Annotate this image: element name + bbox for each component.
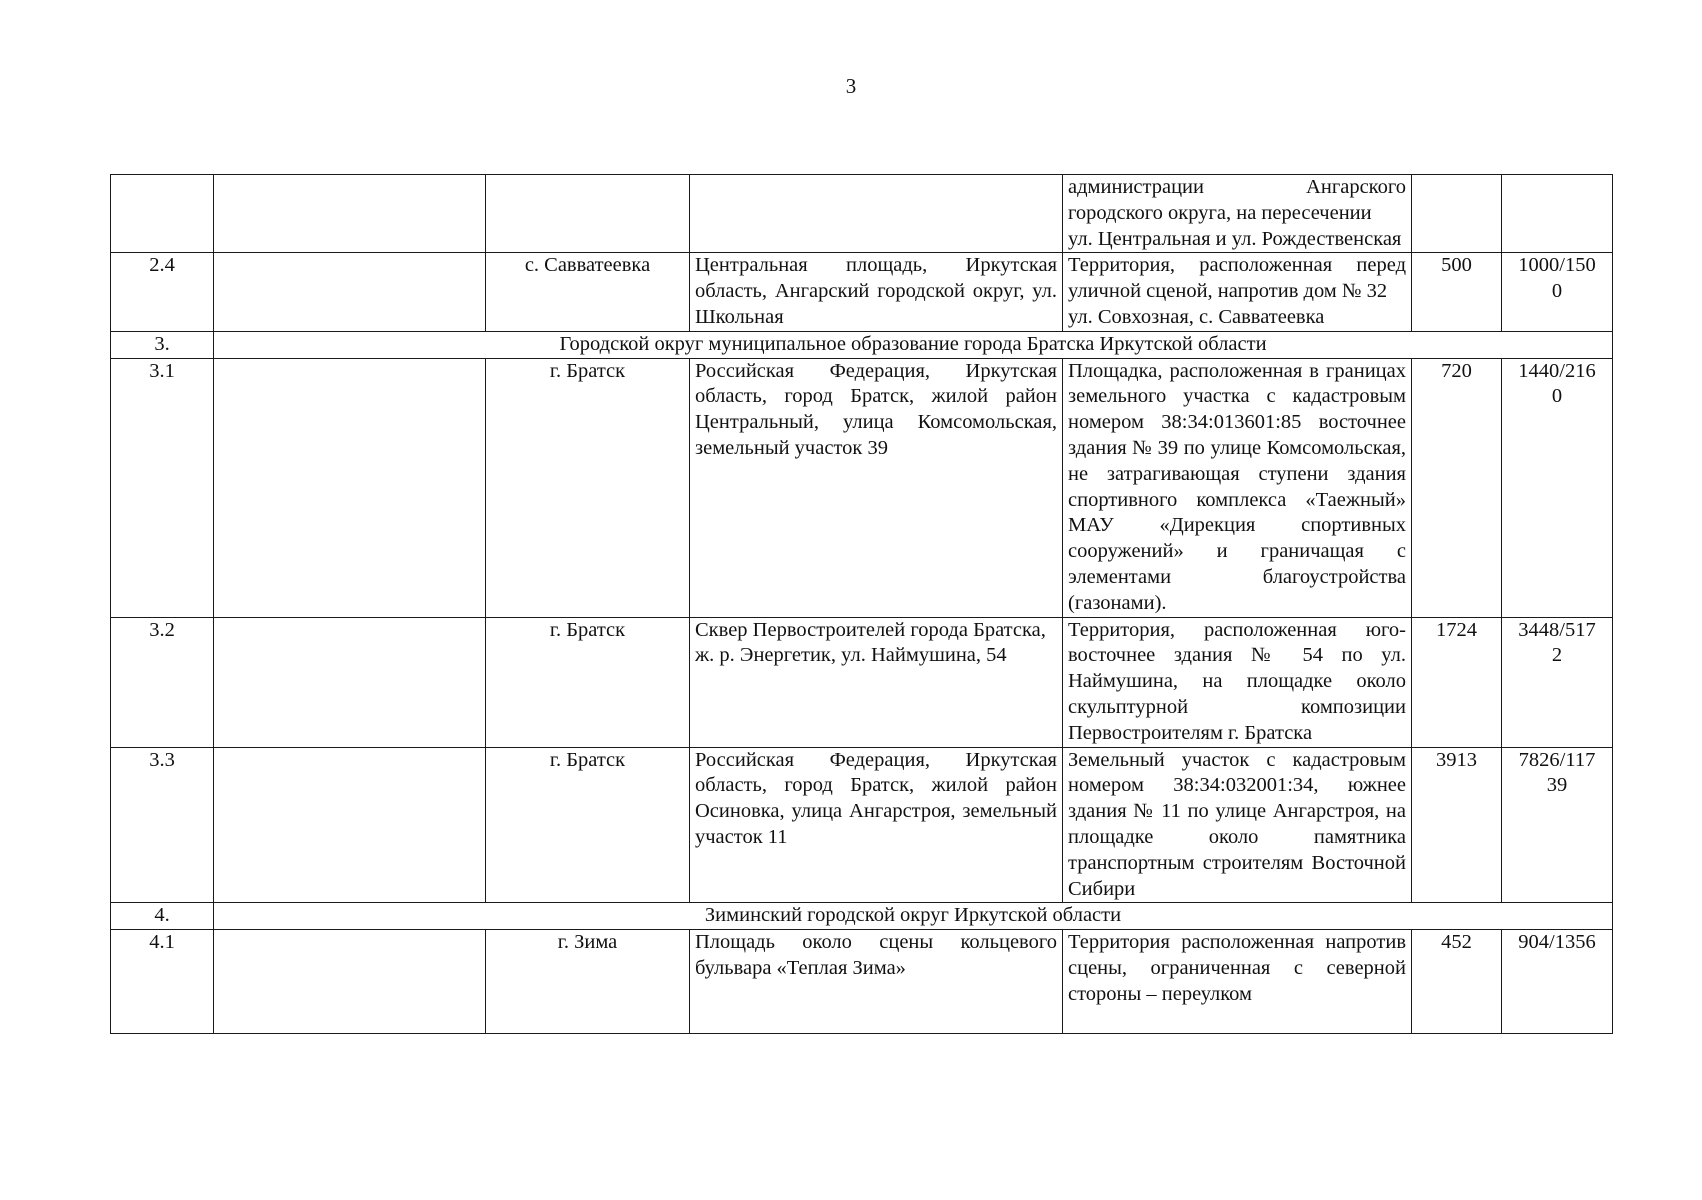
item-number: 3.3 xyxy=(111,747,214,903)
address-cell xyxy=(690,175,1063,253)
section-number: 4. xyxy=(111,903,214,930)
capacity-cell: 3448/517 2 xyxy=(1502,617,1613,747)
description-line: Площадка, расположенная в границах земельного участка с кадастровым номером 38:34:013601:85 восточнее здания № 39 по улице Комсомольская, не затрагивающая ступени здания спортивного комплекса «Таежный» МАУ «Дирекция спортивных сооружений» и граничащая с элементами благоустройства (газонами). xyxy=(1068,359,1406,614)
settlement-cell: г. Братск xyxy=(486,747,690,903)
table-row xyxy=(111,747,1613,903)
empty-cell xyxy=(214,253,486,331)
item-number: 3.1 xyxy=(111,358,214,617)
address-cell: Центральная площадь, Иркутская область, Ангарский городской округ, ул. Школьная xyxy=(690,253,1063,331)
empty-cell xyxy=(214,617,486,747)
item-number: 2.4 xyxy=(111,253,214,331)
description-line: Территория, расположенная перед уличной сценой, напротив дом № 32 xyxy=(1068,254,1406,303)
settlement-cell: г. Братск xyxy=(486,617,690,747)
capacity-cell: 1000/150 0 xyxy=(1502,253,1613,331)
settlement-cell: г. Братск xyxy=(486,358,690,617)
description-line: Земельный участок с кадастровым номером 38:34:032001:34, южнее здания № 11 по улице Ангарстроя, на площадке около памятника транспортным строителям Восточной Сибири xyxy=(1068,748,1406,900)
table-row xyxy=(111,175,1613,253)
description-cell xyxy=(1063,930,1412,1034)
table-row xyxy=(111,617,1613,747)
area-cell: 452 xyxy=(1412,930,1502,1034)
area-cell: 720 xyxy=(1412,358,1502,617)
empty-cell xyxy=(214,358,486,617)
capacity-cell: 904/1356 xyxy=(1502,930,1613,1034)
description-cell xyxy=(1063,253,1412,331)
description-line: администрации Ангарского городского округа, на пересечении xyxy=(1068,176,1406,224)
description-cell xyxy=(1063,358,1412,617)
section-row xyxy=(111,331,1613,358)
settlement-cell: г. Зима xyxy=(486,930,690,1034)
description-cell xyxy=(1063,617,1412,747)
section-title: Зиминский городской округ Иркутской области xyxy=(214,903,1613,930)
empty-cell xyxy=(214,747,486,903)
table-row xyxy=(111,253,1613,331)
item-number: 3.2 xyxy=(111,617,214,747)
area-cell: 500 xyxy=(1412,253,1502,331)
capacity-cell: 7826/117 39 xyxy=(1502,747,1613,903)
table-row xyxy=(111,358,1613,617)
empty-cell xyxy=(214,930,486,1034)
section-row xyxy=(111,903,1613,930)
area-cell: 3913 xyxy=(1412,747,1502,903)
empty-cell xyxy=(214,175,486,253)
description-cell xyxy=(1063,175,1412,253)
table-row xyxy=(111,930,1613,1034)
item-number: 4.1 xyxy=(111,930,214,1034)
description-line: Территория, расположенная юго-восточнее здания № 54 по ул. Наймушина, на площадке около скульптурной композиции Первостроителям г. Братска xyxy=(1068,618,1406,744)
section-number: 3. xyxy=(111,331,214,358)
description-cell xyxy=(1063,747,1412,903)
section-title: Городской округ муниципальное образование города Братска Иркутской области xyxy=(214,331,1613,358)
description-line: Территория расположенная напротив сцены, ограниченная с северной стороны – переулком xyxy=(1068,931,1406,1005)
description-line: ул. Центральная и ул. Рождественская xyxy=(1068,227,1402,250)
venues-table xyxy=(110,174,1613,1034)
address-cell: Площадь около сцены кольцевого бульвара «Теплая Зима» xyxy=(690,930,1063,1034)
settlement-cell xyxy=(486,175,690,253)
area-cell xyxy=(1412,175,1502,253)
item-number xyxy=(111,175,214,253)
capacity-cell: 1440/216 0 xyxy=(1502,358,1613,617)
address-cell: Сквер Первостроителей города Братска, ж. р. Энергетик, ул. Наймушина, 54 xyxy=(690,617,1063,747)
address-cell: Российская Федерация, Иркутская область, город Братск, жилой район Осиновка, улица Ангарстроя, земельный участок 11 xyxy=(690,747,1063,903)
settlement-cell: с. Савватеевка xyxy=(486,253,690,331)
description-line: ул. Совхозная, с. Савватеевка xyxy=(1068,305,1325,328)
area-cell: 1724 xyxy=(1412,617,1502,747)
address-cell: Российская Федерация, Иркутская область, город Братск, жилой район Центральный, улица Комсомольская, земельный участок 39 xyxy=(690,358,1063,617)
capacity-cell xyxy=(1502,175,1613,253)
page-number: 3 xyxy=(845,74,857,98)
